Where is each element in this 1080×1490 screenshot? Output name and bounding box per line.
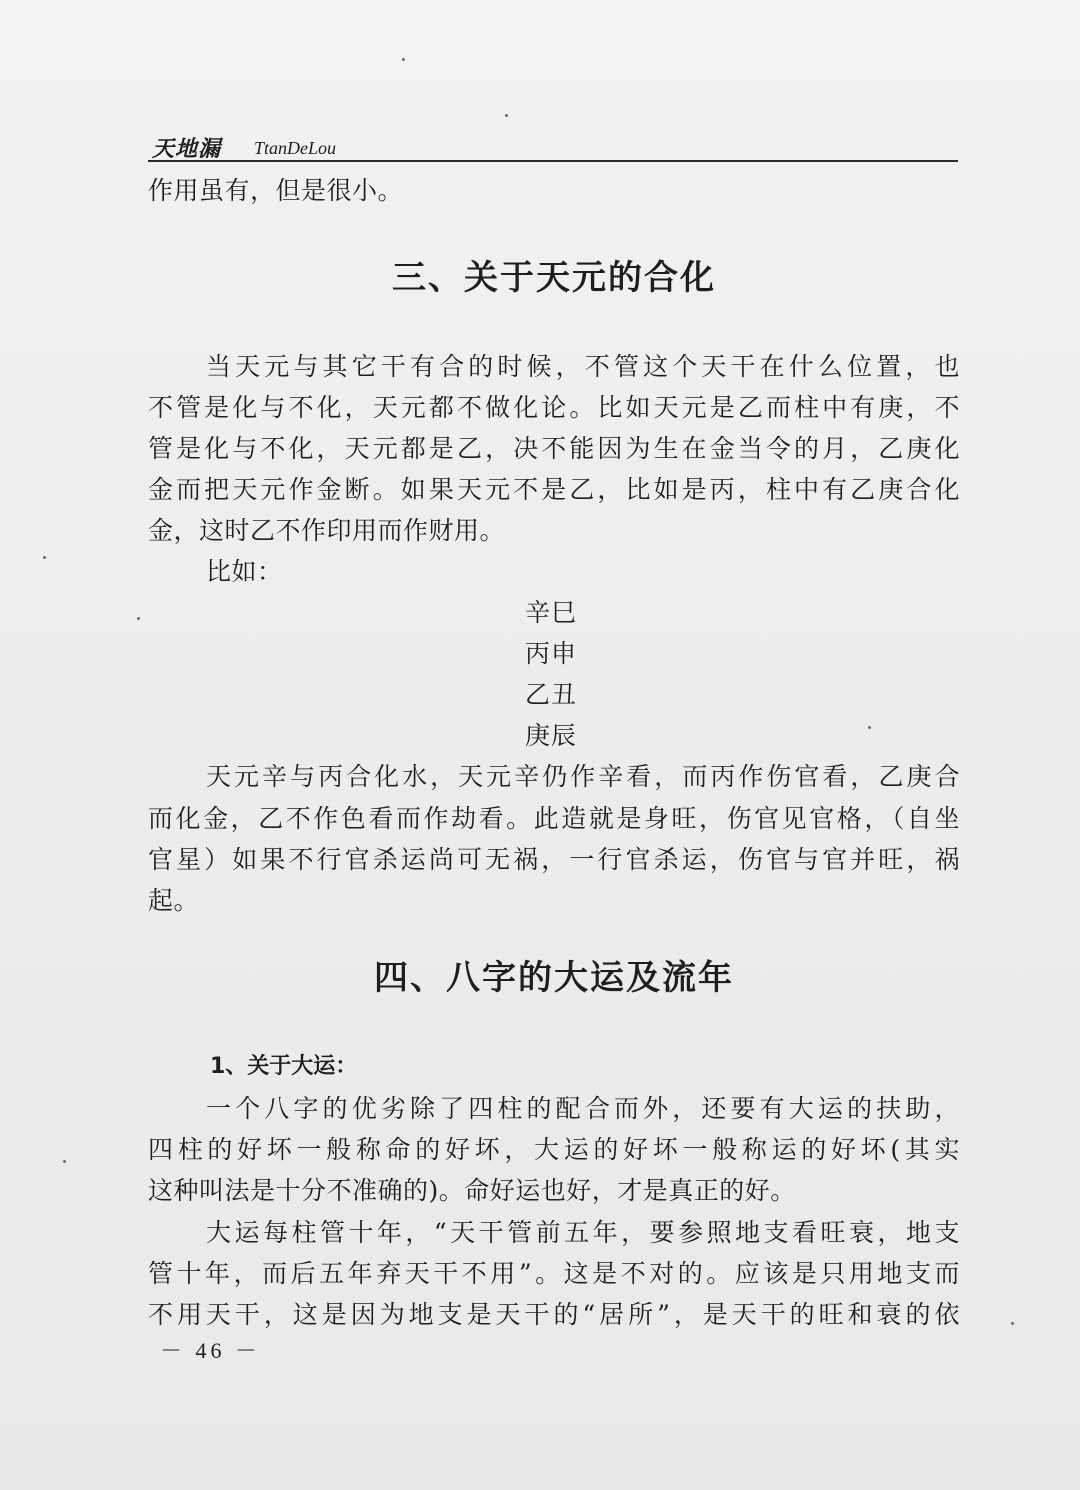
section-4-paragraph-1-line-1: 一个八字的优劣除了四柱的配合而外，还要有大运的扶助， (206, 1094, 960, 1123)
example-pillar-hour: 庚辰 (525, 721, 578, 750)
section-4-paragraph-2-line-2: 管十年，而后五年弃天干不用”。这是不对的。应该是只用地支而 (148, 1259, 960, 1288)
section-3-title: 三、关于天元的合化 (392, 258, 716, 298)
example-pillar-day: 乙丑 (525, 680, 578, 709)
scan-speck (43, 556, 46, 559)
running-header (152, 128, 958, 164)
section-3-paragraph-1-line-1: 当天元与其它干有合的时候，不管这个天干在什么位置，也 (206, 352, 960, 381)
section-3-paragraph-2-line-4: 起。 (148, 886, 200, 915)
section-3-paragraph-2-line-1: 天元辛与丙合化水，天元辛仍作辛看，而丙作伤官看，乙庚合 (206, 762, 960, 791)
section-4-subheading: 1、关于大运： (210, 1054, 358, 1079)
scan-speck (137, 617, 140, 620)
section-3-paragraph-2-line-2: 而化金，乙不作色看而作劫看。此造就是身旺，伤官见官格，（自坐 (148, 804, 960, 833)
example-pillar-year: 辛巳 (525, 598, 578, 627)
section-3-paragraph-1-line-3: 管是化与不化，天元都是乙，决不能因为生在金当令的月，乙庚化 (148, 434, 960, 463)
section-3-paragraph-1-line-5: 金，这时乙不作印用而作财用。 (148, 516, 506, 545)
example-pillar-month: 丙申 (525, 639, 578, 668)
scan-speck (505, 114, 508, 117)
section-3-paragraph-2-line-3: 官星）如果不行官杀运尚可无祸，一行官杀运，伤官与官并旺，祸 (148, 845, 960, 874)
section-4-paragraph-1-line-2: 四柱的好坏一般称命的好坏，大运的好坏一般称运的好坏(其实 (148, 1135, 960, 1164)
section-4-title: 四、八字的大运及流年 (374, 958, 734, 998)
scan-speck (63, 1160, 66, 1163)
section-4-paragraph-2-line-3: 不用天干，这是因为地支是天干的“居所”，是天干的旺和衰的依 (148, 1300, 960, 1329)
scan-speck (1011, 1322, 1014, 1325)
section-3-paragraph-1-line-4: 金而把天元作金断。如果天元不是乙，比如是丙，柱中有乙庚合化 (148, 475, 960, 504)
header-logo-english: TtanDeLou (254, 138, 337, 158)
scan-speck (402, 58, 405, 61)
example-intro: 比如： (206, 557, 283, 586)
intro-line: 作用虽有，但是很小。 (148, 176, 404, 205)
scan-speck (868, 726, 871, 729)
header-divider (148, 160, 958, 162)
section-4-paragraph-2-line-1: 大运每柱管十年，“天干管前五年，要参照地支看旺衰，地支 (206, 1218, 960, 1247)
section-4-paragraph-1-line-3: 这种叫法是十分不准确的)。命好运也好，才是真正的好。 (148, 1176, 796, 1205)
page-number: － 46 － (160, 1338, 262, 1363)
section-3-paragraph-1-line-2: 不管是化与不化，天元都不做化论。比如天元是乙而柱中有庚，不 (148, 393, 960, 422)
header-logo-chinese: 天地漏 (152, 136, 222, 162)
